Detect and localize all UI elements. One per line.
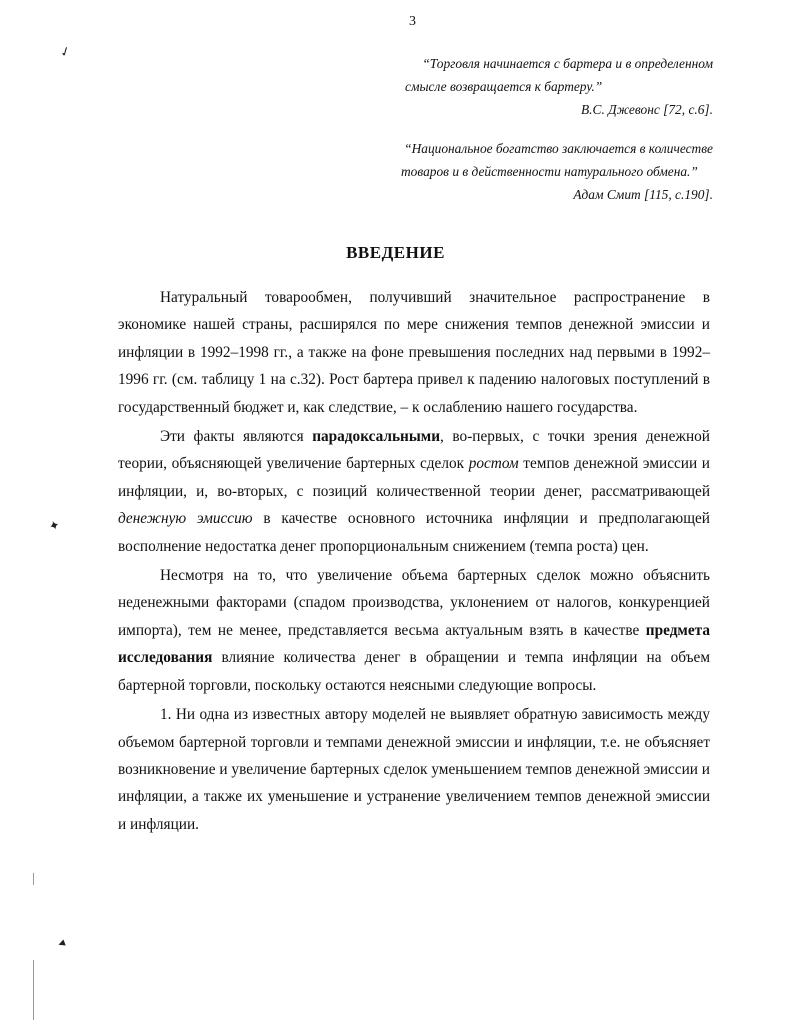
scan-mark: ✦: [46, 516, 62, 535]
emphasis-italic: ростом: [468, 455, 519, 473]
epigraph-smith: [397, 137, 713, 206]
paragraph-intro: [118, 284, 710, 421]
epigraph-line: “Национальное богатство заключается в количестве: [404, 141, 713, 156]
emphasis-bold: парадоксальными: [312, 428, 441, 446]
epigraph-author: В.С. Джевонс [72, с.6].: [580, 102, 713, 117]
margin-line: [33, 873, 34, 885]
epigraph-jevons: [397, 52, 713, 121]
paragraph-paradox: [118, 423, 710, 560]
paragraph-text: темпов денежной эмиссии и инфляции, и, во-вторых, с позиций количественной теории денег, рассматривающей: [118, 455, 710, 500]
emphasis-bold: предмета исследования: [118, 621, 710, 667]
paragraph-text: влияние количества денег в обращении и темпа инфляции на объем бартерной торговли, поскольку остаются неясными следующие вопросы.: [118, 649, 710, 694]
scan-mark: ✓: [57, 42, 73, 61]
paragraph-text: , во-первых, с точки зрения денежной теории, объясняющей увеличение бартерных сделок: [118, 428, 710, 473]
paragraph-subject: [118, 562, 710, 699]
epigraph-line: товаров и в действенности натурального обмена.”: [401, 164, 698, 179]
paragraph-text: Натуральный товарообмен, получивший значительное распространение в экономике нашей страны, расширялся по мере снижения темпов денежной эмиссии и инфляции в 1992–1998 гг., а также на фоне превышения последних над первыми в 1992–1996 гг. (см. таблицу 1 на с.32). Рост бартера привел к падению налоговых поступлений в государственный бюджет и, как следствие, – к ослаблению нашего государства.: [118, 289, 710, 416]
paragraph-text: 1. Ни одна из известных автору моделей не выявляет обратную зависимость между объемом бартерной торговли и темпами денежной эмиссии и инфляции, т.е. не объясняет возникновение и увеличение бартерных сделок уменьшением темпов денежной эмиссии и инфляции, а также их уменьшение и устранение увеличением темпов денежной эмиссии и инфляции.: [118, 706, 710, 833]
paragraph-text: в качестве основного источника инфляции и предполагающей восполнение недостатка денег пропорциональным снижением (темпа роста) цен.: [118, 510, 710, 555]
page-number: 3: [409, 14, 416, 29]
body-text: [118, 284, 710, 840]
section-title: ВВЕДЕНИЕ: [346, 243, 445, 262]
paragraph-text: Несмотря на то, что увеличение объема бартерных сделок можно объяснить неденежными факторами (спадом производства, уклонением от налогов, конкуренцией импорта), тем не менее, представляется весьма актуальным взять в качестве: [118, 567, 710, 639]
paragraph-text: Эти факты являются: [160, 428, 313, 446]
epigraph-line: “Торговля начинается с бартера и в определенном: [422, 56, 713, 71]
epigraph-line: смысле возвращается к бартеру.”: [405, 79, 603, 94]
epigraph-author: Адам Смит [115, с.190].: [573, 187, 713, 202]
paragraph-question-1: [118, 701, 710, 838]
emphasis-italic: денежную эмиссию: [118, 510, 253, 528]
margin-line: [33, 960, 34, 1020]
scan-mark: ◂: [55, 934, 67, 951]
